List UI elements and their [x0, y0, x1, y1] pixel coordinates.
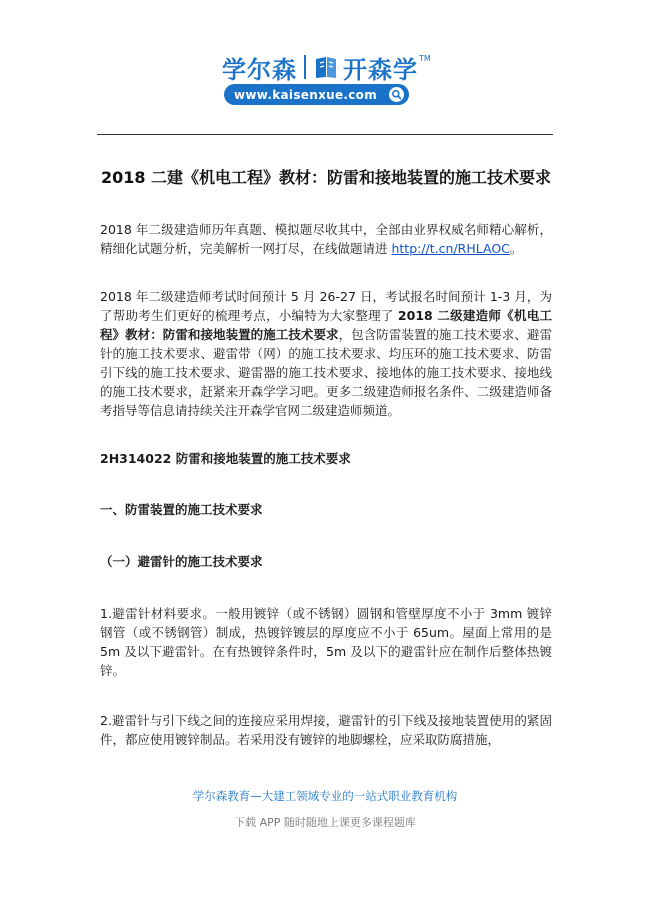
search-icon[interactable] — [389, 87, 404, 102]
overview-text-start: 2018 年二级建造师考试时间预计 5 月 26-27 日，考试报名时间预计 1-3 月，为了帮助考生们更好的梳理考点，小编特为大家整理了 — [100, 289, 552, 323]
book-logo-icon — [313, 54, 339, 80]
trademark-symbol: TM — [419, 54, 431, 63]
brand-logo[interactable] — [222, 50, 431, 84]
subsection-heading: （一）避雷针的施工技术要求 — [100, 554, 263, 569]
page-footer — [0, 788, 650, 831]
page-header — [0, 0, 650, 135]
footer-slogan: 学尔森教育—大建工领域专业的一站式职业教育机构 — [192, 789, 458, 803]
overview-text-end: ，包含防雷装置的施工技术要求、避雷针的施工技术要求、避雷带（网）的施工技术要求、均压环的施工技术要求、防雷引下线的施工技术要求、避雷器的施工技术要求、接地体的施工技术要求、接地线的施工技术要求，赶紧来开森学学习吧。更多二级建造师报名条件、二级建造师备考指导等信息请持续关注开森学官网二级建造师频道。 — [100, 327, 552, 418]
section-code-heading: 2H314022 防雷和接地装置的施工技术要求 — [100, 451, 351, 466]
overview-paragraph — [100, 287, 552, 420]
article-body — [100, 168, 552, 749]
website-url: www.kaisenxue.com — [234, 87, 378, 102]
brand-name-xueersen: 学尔森 — [222, 55, 297, 84]
section-heading: 一、防雷装置的施工技术要求 — [100, 502, 263, 517]
intro-paragraph — [100, 220, 552, 258]
article-title: 2018 二建《机电工程》教材：防雷和接地装置的施工技术要求 — [100, 168, 552, 187]
brand-name-kaisenxue: 开森学 — [343, 55, 418, 84]
website-url-bar[interactable] — [224, 84, 409, 105]
item-1-paragraph: 1.避雷针材料要求。一般用镀锌（或不锈钢）圆钢和管壁厚度不小于 3mm 镀锌钢管（或不锈钢管）制成，热镀锌镀层的厚度应不小于 65um。屋面上常用的是 5m 及以下避雷针。在有热镀锌条件时，5m 及以下的避雷针应在制作后整体热镀锌。 — [100, 606, 552, 678]
intro-end: 。 — [509, 241, 523, 256]
logo-divider — [304, 55, 306, 79]
footer-promo: 下载 APP 随时随地上课更多课程题库 — [234, 816, 416, 829]
intro-text: 2018 年二级建造师历年真题、模拟题尽收其中，全部由业界权威名师精心解析，精细化试题分析，完美解析一网打尽，在线做题请进 — [100, 222, 552, 256]
header-divider — [97, 134, 553, 135]
practice-link[interactable]: http://t.cn/RHLAOC — [391, 241, 510, 256]
overview-text-bold: 2018 二级建造师《机电工程》教材：防雷和接地装置的施工技术要求 — [100, 308, 552, 342]
item-2-paragraph: 2.避雷针与引下线之间的连接应采用焊接，避雷针的引下线及接地装置使用的紧固件，都应使用镀锌制品。若采用没有镀锌的地脚螺栓，应采取防腐措施， — [100, 713, 552, 747]
